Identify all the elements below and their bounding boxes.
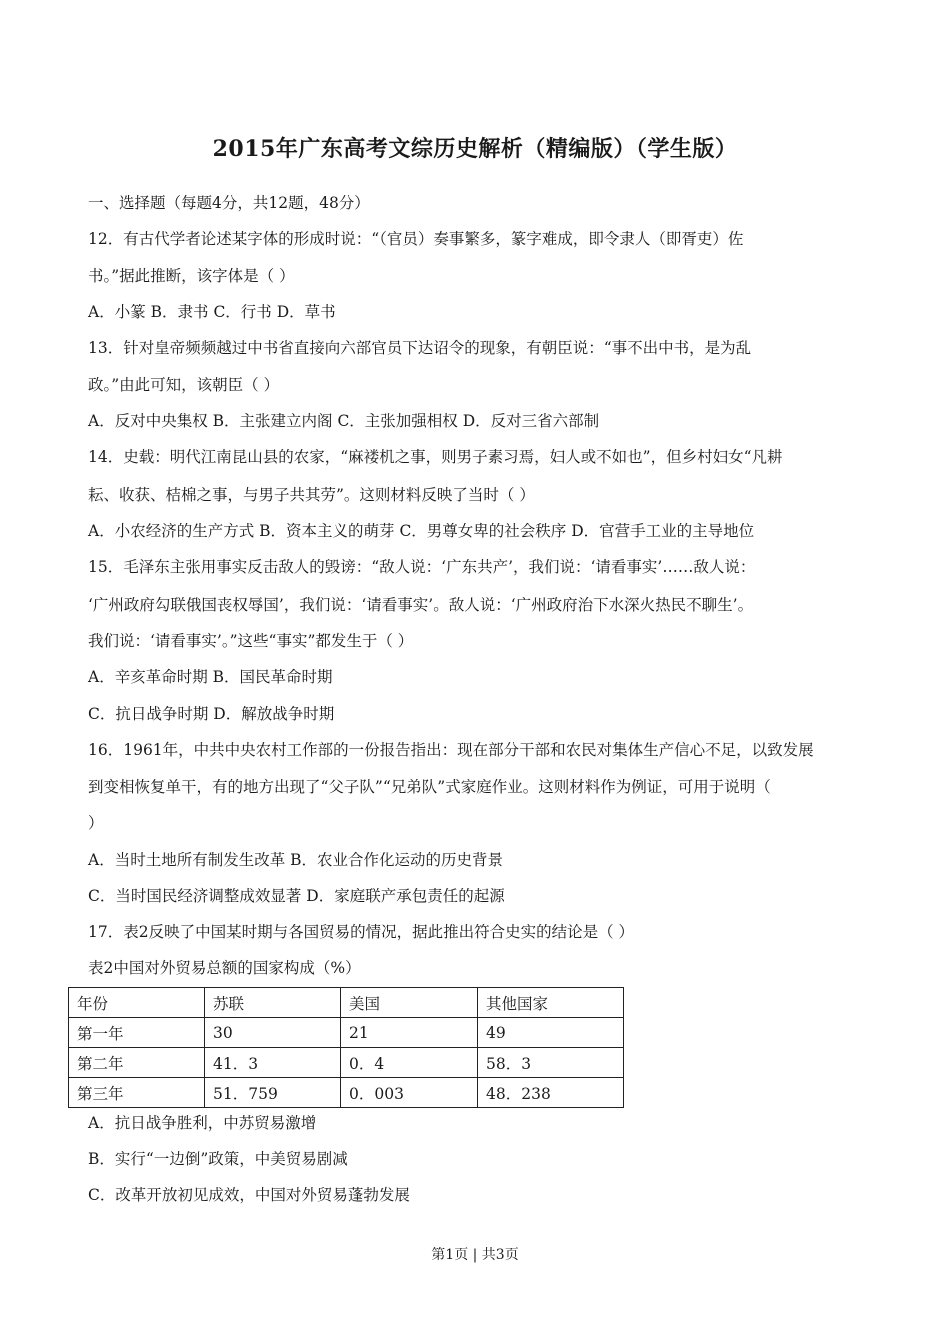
table-header-cell: 年份 <box>69 988 205 1018</box>
table-cell: 48．238 <box>478 1078 624 1108</box>
section-header: 一、选择题（每题4分，共12题，48分） <box>88 194 370 212</box>
table-row <box>69 1078 624 1108</box>
q13-stem-line-1: 13．针对皇帝频频越过中书省直接向六部官员下达诏令的现象，有朝臣说：“事不出中书，是为乱 <box>88 339 752 357</box>
table-header-cell: 美国 <box>341 988 478 1018</box>
trade-table <box>68 987 624 1108</box>
q15-options-ab: A．辛亥革命时期 B．国民革命时期 <box>88 668 333 686</box>
table-cell: 41．3 <box>205 1048 341 1078</box>
q16-options-ab: A．当时土地所有制发生改革 B．农业合作化运动的历史背景 <box>88 851 504 869</box>
table-cell: 58．3 <box>478 1048 624 1078</box>
q17-option-b: B．实行“一边倒”政策，中美贸易剧减 <box>88 1150 348 1168</box>
table-cell: 30 <box>205 1018 341 1048</box>
table-header-cell: 其他国家 <box>478 988 624 1018</box>
q17-stem: 17．表2反映了中国某时期与各国贸易的情况，据此推出符合史实的结论是（ ） <box>88 923 635 941</box>
table-cell: 第二年 <box>69 1048 205 1078</box>
q14-stem-line-1: 14．史载：明代江南昆山县的农家，“麻褛机之事，则男子素习焉，妇人或不如也”，但乡村妇女“凡耕 <box>88 448 783 466</box>
q14-options: A．小农经济的生产方式 B．资本主义的萌芽 C．男尊女卑的社会秩序 D．官营手工业的主导地位 <box>88 522 755 540</box>
q16-options-cd: C．当时国民经济调整成效显著 D．家庭联产承包责任的起源 <box>88 887 505 905</box>
table-header-row <box>69 988 624 1018</box>
table-cell: 第三年 <box>69 1078 205 1108</box>
q15-stem-line-1: 15．毛泽东主张用事实反击敌人的毁谤：“敌人说：‘广东共产’，我们说：‘请看事实’……敌人说： <box>88 558 756 576</box>
table-cell: 0．4 <box>341 1048 478 1078</box>
q15-stem-line-2: ‘广州政府勾联俄国丧权辱国’，我们说：‘请看事实’。敌人说：‘广州政府治下水深火热民不聊生’。 <box>88 596 754 614</box>
q14-stem-line-2: 耘、收获、桔棉之事，与男子共其劳”。这则材料反映了当时（ ） <box>88 486 535 504</box>
table-header-cell: 苏联 <box>205 988 341 1018</box>
q16-stem-line-2: 到变相恢复单干，有的地方出现了“父子队”“兄弟队”式家庭作业。这则材料作为例证，可用于说明（ <box>88 778 771 796</box>
table-cell: 51．759 <box>205 1078 341 1108</box>
q17-option-c: C．改革开放初见成效，中国对外贸易蓬勃发展 <box>88 1186 410 1204</box>
q13-stem-line-2: 政。”由此可知，该朝臣（ ） <box>88 376 280 394</box>
q12-stem-line-1: 12．有古代学者论述某字体的形成时说：“（官员）奏事繁多，篆字难成，即令隶人（即胥吏）佐 <box>88 230 744 248</box>
table-row <box>69 1018 624 1048</box>
table-cell: 0．003 <box>341 1078 478 1108</box>
q16-stem-line-3: ） <box>88 814 104 832</box>
table-cell: 第一年 <box>69 1018 205 1048</box>
table-cell: 21 <box>341 1018 478 1048</box>
table-row <box>69 1048 624 1078</box>
page-footer: 第1页 | 共3页 <box>431 1247 519 1263</box>
table-cell: 49 <box>478 1018 624 1048</box>
table-caption: 表2中国对外贸易总额的国家构成（%） <box>88 959 361 977</box>
q13-options: A．反对中央集权 B．主张建立内阁 C．主张加强相权 D．反对三省六部制 <box>88 412 600 430</box>
q15-options-cd: C．抗日战争时期 D．解放战争时期 <box>88 705 335 723</box>
q12-stem-line-2: 书。”据此推断，该字体是（ ） <box>88 267 295 285</box>
q12-options: A．小篆 B．隶书 C．行书 D．草书 <box>88 303 336 321</box>
page-title: 2015年广东高考文综历史解析（精编版）（学生版） <box>212 136 738 162</box>
q17-option-a: A．抗日战争胜利，中苏贸易激增 <box>88 1114 317 1132</box>
q15-stem-line-3: 我们说：‘请看事实’。”这些“事实”都发生于（ ） <box>88 632 414 650</box>
q16-stem-line-1: 16．1961年，中共中央农村工作部的一份报告指出：现在部分干部和农民对集体生产信心不足，以致发展 <box>88 741 814 759</box>
